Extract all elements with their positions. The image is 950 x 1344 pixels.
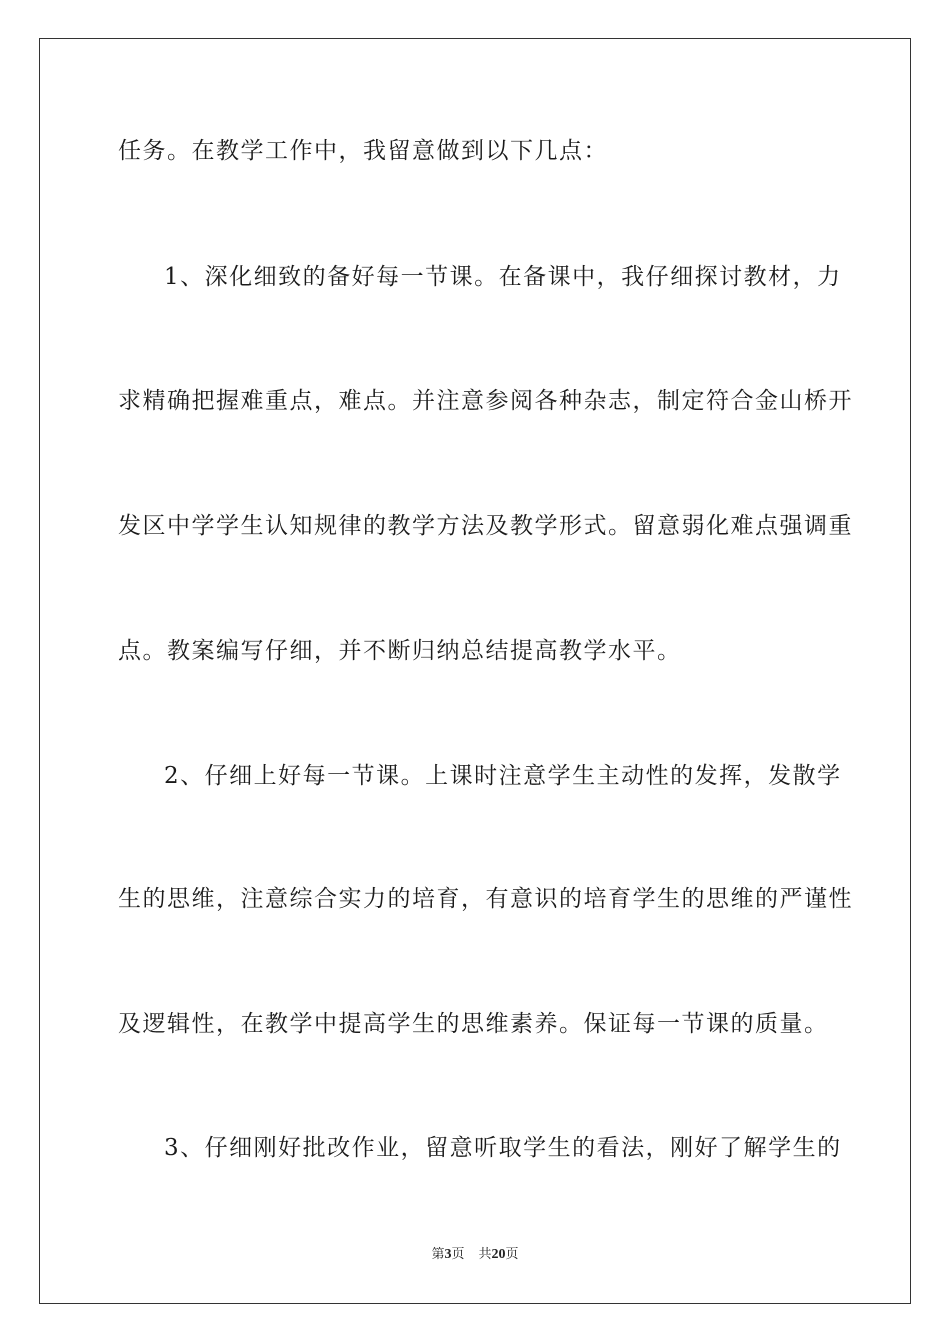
- text-line-3: 求精确把握难重点，难点。并注意参阅各种杂志，制定符合金山桥开: [118, 388, 853, 414]
- total-prefix: 共: [478, 1247, 492, 1262]
- text-line-1: 任务。在教学工作中，我留意做到以下几点：: [118, 138, 608, 164]
- text-line-2: 1、深化细致的备好每一节课。在备课中，我仔细探讨教材，力: [164, 264, 842, 290]
- page-border: [39, 38, 911, 1304]
- text-line-5: 点。教案编写仔细，并不断归纳总结提高教学水平。: [118, 638, 682, 664]
- total-suffix: 页: [505, 1247, 519, 1262]
- page-suffix: 页: [451, 1247, 465, 1262]
- text-line-4: 发区中学学生认知规律的教学方法及教学形式。留意弱化难点强调重: [118, 513, 853, 539]
- total-pages: 20: [491, 1247, 506, 1262]
- text-line-8: 及逻辑性，在教学中提高学生的思维素养。保证每一节课的质量。: [118, 1011, 829, 1037]
- page-footer: [0, 1246, 950, 1264]
- text-line-9: 3、仔细刚好批改作业，留意听取学生的看法，刚好了解学生的: [164, 1135, 842, 1161]
- page-number: 3: [444, 1247, 452, 1262]
- page-prefix: 第: [431, 1247, 445, 1262]
- text-line-6: 2、仔细上好每一节课。上课时注意学生主动性的发挥，发散学: [164, 763, 842, 789]
- text-line-7: 生的思维，注意综合实力的培育，有意识的培育学生的思维的严谨性: [118, 886, 853, 912]
